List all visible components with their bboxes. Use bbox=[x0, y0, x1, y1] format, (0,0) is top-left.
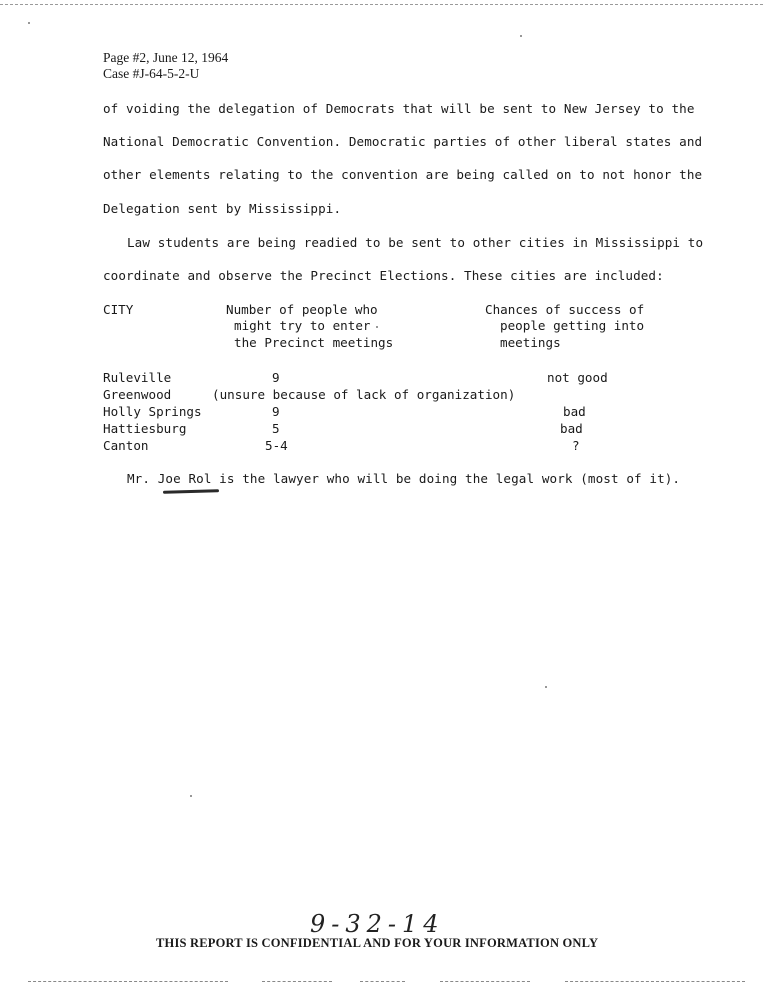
table-header-number: Number of people who bbox=[226, 302, 378, 317]
handwritten-file-number: 9-32-14 bbox=[310, 910, 445, 938]
table-header-number: the Precinct meetings bbox=[234, 335, 394, 350]
top-page-edge bbox=[0, 4, 763, 5]
page-date-line: Page #2, June 12, 1964 bbox=[103, 50, 229, 65]
table-header-chances: people getting into bbox=[500, 318, 645, 333]
table-cell-city: Greenwood bbox=[103, 387, 172, 402]
table-cell-city: Ruleville bbox=[103, 370, 172, 385]
scan-speck bbox=[545, 686, 547, 688]
table-header-number: might try to enter bbox=[234, 318, 371, 333]
body-line: other elements relating to the convention are being called on to not honor the bbox=[103, 167, 703, 182]
table-cell-number: (unsure because of lack of organization) bbox=[212, 387, 516, 402]
body-line: coordinate and observe the Precinct Elections. These cities are included: bbox=[103, 268, 664, 283]
table-header-chances: meetings bbox=[500, 335, 561, 350]
table-header-chances: Chances of success of bbox=[485, 302, 645, 317]
bottom-page-edge bbox=[262, 981, 332, 982]
handwritten-underline bbox=[163, 489, 219, 493]
table-cell-chance: bad bbox=[563, 404, 586, 419]
scan-speck bbox=[190, 795, 192, 797]
table-cell-chance: not good bbox=[547, 370, 608, 385]
table-cell-city: Holly Springs bbox=[103, 404, 202, 419]
bottom-page-edge bbox=[565, 981, 745, 982]
table-header-city: CITY bbox=[103, 302, 134, 317]
table-cell-city: Hattiesburg bbox=[103, 421, 187, 436]
table-cell-number: 5 bbox=[272, 421, 280, 436]
table-cell-chance: ? bbox=[572, 438, 580, 453]
scan-speck bbox=[520, 35, 522, 37]
table-cell-chance: bad bbox=[560, 421, 583, 436]
scan-speck bbox=[376, 326, 378, 328]
closing-sentence: Mr. Joe Rol is the lawyer who will be doing the legal work (most of it). bbox=[127, 471, 681, 486]
table-cell-number: 9 bbox=[272, 370, 280, 385]
confidential-footer: THIS REPORT IS CONFIDENTIAL AND FOR YOUR INFORMATION ONLY bbox=[156, 936, 599, 950]
body-line: Law students are being readied to be sent to other cities in Mississippi to bbox=[127, 235, 704, 250]
scan-speck bbox=[28, 22, 30, 24]
table-cell-city: Canton bbox=[103, 438, 149, 453]
table-cell-number: 5-4 bbox=[265, 438, 288, 453]
case-number-line: Case #J-64-5-2-U bbox=[103, 66, 200, 81]
body-line: of voiding the delegation of Democrats that will be sent to New Jersey to the bbox=[103, 101, 695, 116]
body-line: National Democratic Convention. Democratic parties of other liberal states and bbox=[103, 134, 703, 149]
bottom-page-edge bbox=[28, 981, 228, 982]
body-line: Delegation sent by Mississippi. bbox=[103, 201, 342, 216]
table-cell-number: 9 bbox=[272, 404, 280, 419]
bottom-page-edge bbox=[440, 981, 530, 982]
bottom-page-edge bbox=[360, 981, 405, 982]
